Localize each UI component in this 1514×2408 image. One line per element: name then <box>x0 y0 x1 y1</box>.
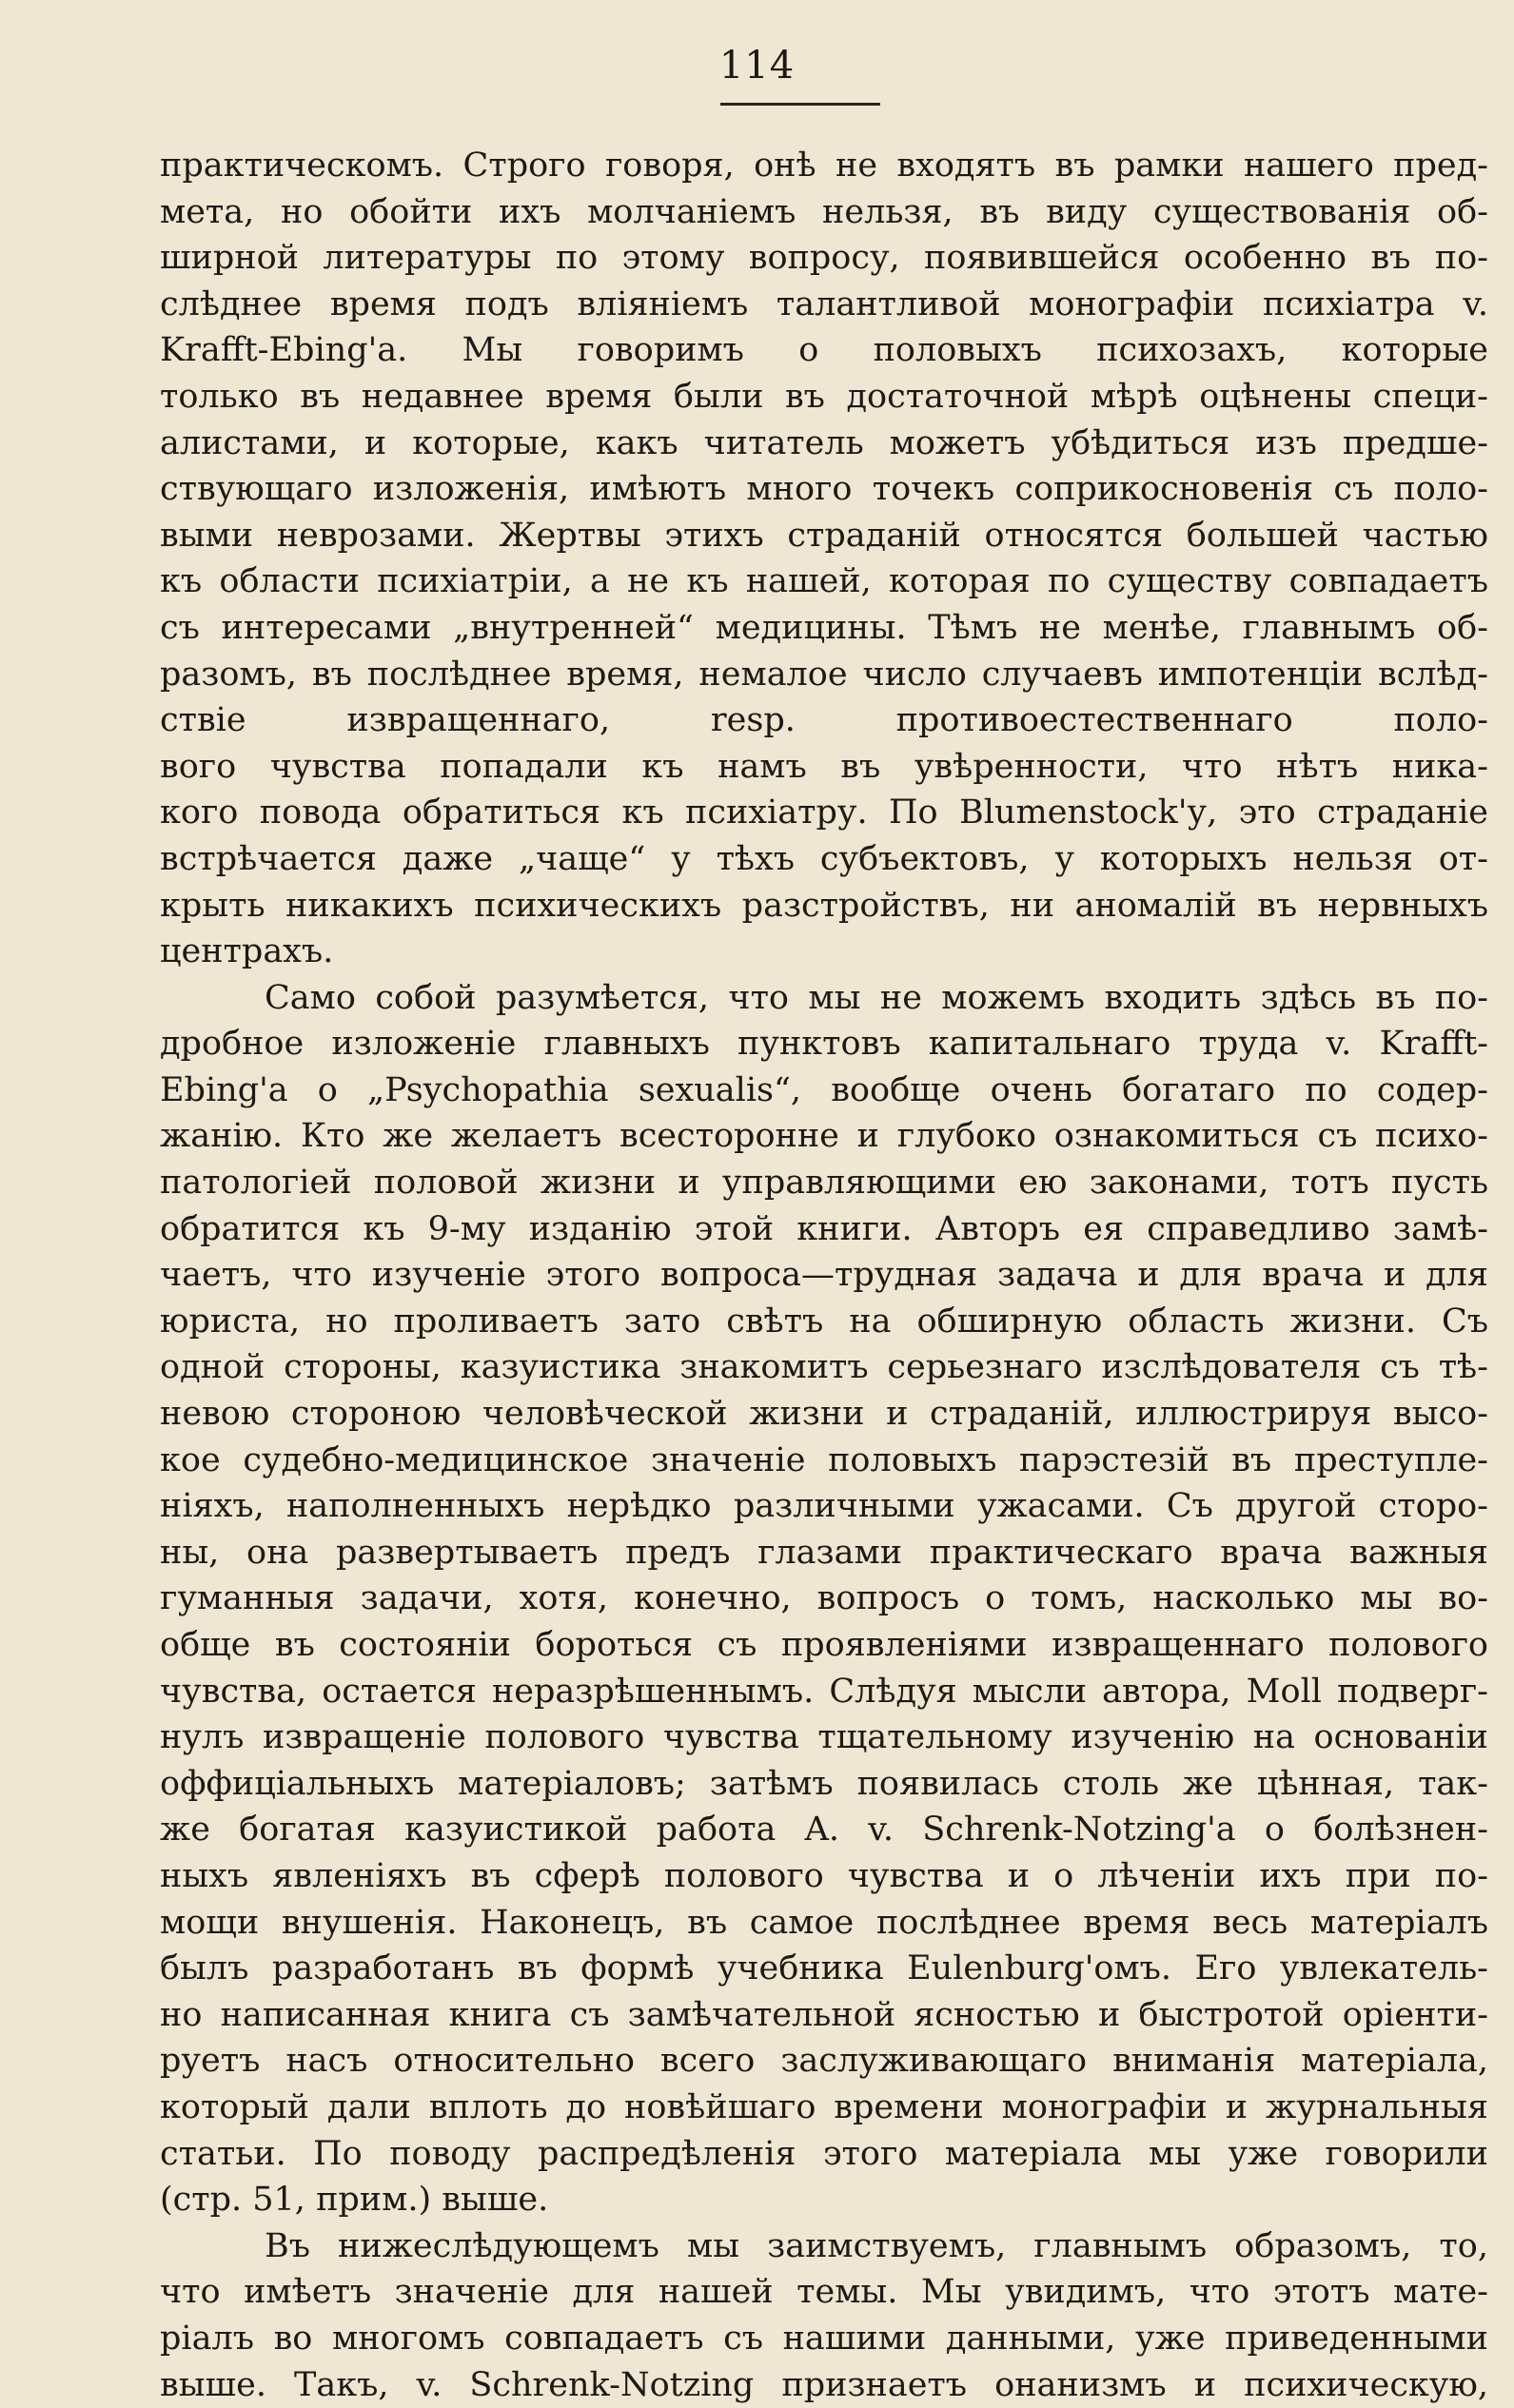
text-line: былъ разработанъ въ формѣ учебника Eulenburg'омъ. Его увлекатель- <box>160 1946 1488 1992</box>
text-line: юриста, но проливаетъ зато свѣтъ на обширную область жизни. Съ <box>160 1299 1488 1345</box>
text-line: Krafft-Ebing'а. Мы говоримъ о половыхъ психозахъ, которые <box>160 327 1488 374</box>
text-line: Ebing'а о „Psychopathia sexualis“, вообще очень богатаго по содер- <box>160 1067 1488 1114</box>
text-line: но написанная книга съ замѣчательной ясностью и быстротой оріенти- <box>160 1992 1488 2039</box>
text-line: кое судебно-медицинское значеніе половыхъ парэстезій въ преступле- <box>160 1438 1488 1484</box>
text-line: мощи внушенія. Наконецъ, въ самое послѣднее время весь матеріалъ <box>160 1900 1488 1947</box>
text-line: что имѣетъ значеніе для нашей темы. Мы увидимъ, что этотъ мате- <box>160 2269 1488 2316</box>
text-line: обще въ состояніи бороться съ проявленіями извращеннаго полового <box>160 1622 1488 1669</box>
text-line: кого повода обратиться къ психіатру. По Blumenstock'у, это страданіе <box>160 790 1488 836</box>
text-line: чаетъ, что изученіе этого вопроса—трудная задача и для врача и для <box>160 1252 1488 1299</box>
text-line: только въ недавнее время были въ достаточной мѣрѣ оцѣнены специ- <box>160 374 1488 421</box>
text-line: ныхъ явленіяхъ въ сферѣ полового чувства и о лѣченіи ихъ при по- <box>160 1853 1488 1900</box>
text-line: гуманныя задачи, хотя, конечно, вопросъ о томъ, насколько мы во- <box>160 1576 1488 1622</box>
text-line: выми неврозами. Жертвы этихъ страданій относятся большей частью <box>160 513 1488 559</box>
text-line: обратится къ 9-му изданію этой книги. Авторъ ея справедливо замѣ- <box>160 1206 1488 1253</box>
text-line: невою стороною человѣческой жизни и страданій, иллюстрируя высо- <box>160 1391 1488 1438</box>
text-line: ствующаго изложенія, имѣютъ много точекъ соприкосновенія съ поло- <box>160 466 1488 513</box>
text-line: ствіе извращеннаго, resp. противоестественнаго поло- <box>160 697 1488 744</box>
text-line: выше. Такъ, v. Schrenk-Notzing признаетъ онанизмъ и психическую, <box>160 2362 1488 2408</box>
text-line: Въ нижеслѣдующемъ мы заимствуемъ, главнымъ образомъ, то, <box>160 2223 1488 2270</box>
text-line: Само собой разумѣется, что мы не можемъ входить здѣсь въ по- <box>160 975 1488 1022</box>
text-line: жанію. Кто же желаетъ всесторонне и глубоко ознакомиться съ психо- <box>160 1113 1488 1160</box>
text-line: оффиціальныхъ матеріаловъ; затѣмъ появилась столь же цѣнная, так- <box>160 1761 1488 1808</box>
text-line: патологіей половой жизни и управляющими ею законами, тотъ пусть <box>160 1160 1488 1206</box>
text-line: практическомъ. Строго говоря, онѣ не входятъ въ рамки нашего пред- <box>160 143 1488 189</box>
header-rule <box>720 103 880 106</box>
text-line: который дали вплоть до новѣйшаго времени монографіи и журнальныя <box>160 2085 1488 2131</box>
text-line: нулъ извращеніе полового чувства тщательному изученію на основаніи <box>160 1714 1488 1761</box>
body-text <box>160 143 1488 2408</box>
text-line: алистами, и которые, какъ читатель можетъ убѣдиться изъ предше- <box>160 421 1488 467</box>
text-line: руетъ насъ относительно всего заслуживающаго вниманія матеріала, <box>160 2038 1488 2085</box>
text-line: къ области психіатріи, а не къ нашей, которая по существу совпадаетъ <box>160 558 1488 605</box>
page-number: 114 <box>0 44 1514 88</box>
text-line: чувства, остается неразрѣшеннымъ. Слѣдуя мысли автора, Moll подверг- <box>160 1669 1488 1715</box>
text-line: центрахъ. <box>160 929 1488 975</box>
text-line: ширной литературы по этому вопросу, появившейся особенно въ по- <box>160 235 1488 282</box>
text-line: встрѣчается даже „чаще“ у тѣхъ субъектовъ, у которыхъ нельзя от- <box>160 836 1488 883</box>
text-line: разомъ, въ послѣднее время, немалое число случаевъ импотенціи вслѣд- <box>160 652 1488 698</box>
text-line: мета, но обойти ихъ молчаніемъ нельзя, въ виду существованія об- <box>160 189 1488 236</box>
text-line: (стр. 51, прим.) выше. <box>160 2177 1488 2223</box>
text-line: крыть никакихъ психическихъ разстройствъ, ни аномалій въ нервныхъ <box>160 883 1488 930</box>
text-line: вого чувства попадали къ намъ въ увѣренности, что нѣтъ ника- <box>160 744 1488 791</box>
text-line: ны, она развертываетъ предъ глазами практическаго врача важныя <box>160 1530 1488 1576</box>
text-line: одной стороны, казуистика знакомитъ серьезнаго изслѣдователя съ тѣ- <box>160 1344 1488 1391</box>
text-line: дробное изложеніе главныхъ пунктовъ капитальнаго труда v. Krafft- <box>160 1021 1488 1067</box>
text-line: ріалъ во многомъ совпадаетъ съ нашими данными, уже приведенными <box>160 2316 1488 2362</box>
text-line: же богатая казуистикой работа A. v. Schrenk-Notzing'а о болѣзнен- <box>160 1807 1488 1853</box>
text-line: ніяхъ, наполненныхъ нерѣдко различными ужасами. Съ другой сторо- <box>160 1483 1488 1530</box>
text-line: съ интересами „внутренней“ медицины. Тѣмъ не менѣе, главнымъ об- <box>160 605 1488 652</box>
text-line: статьи. По поводу распредѣленія этого матеріала мы уже говорили <box>160 2131 1488 2178</box>
text-line: слѣднее время подъ вліяніемъ талантливой монографіи психіатра v. <box>160 282 1488 328</box>
